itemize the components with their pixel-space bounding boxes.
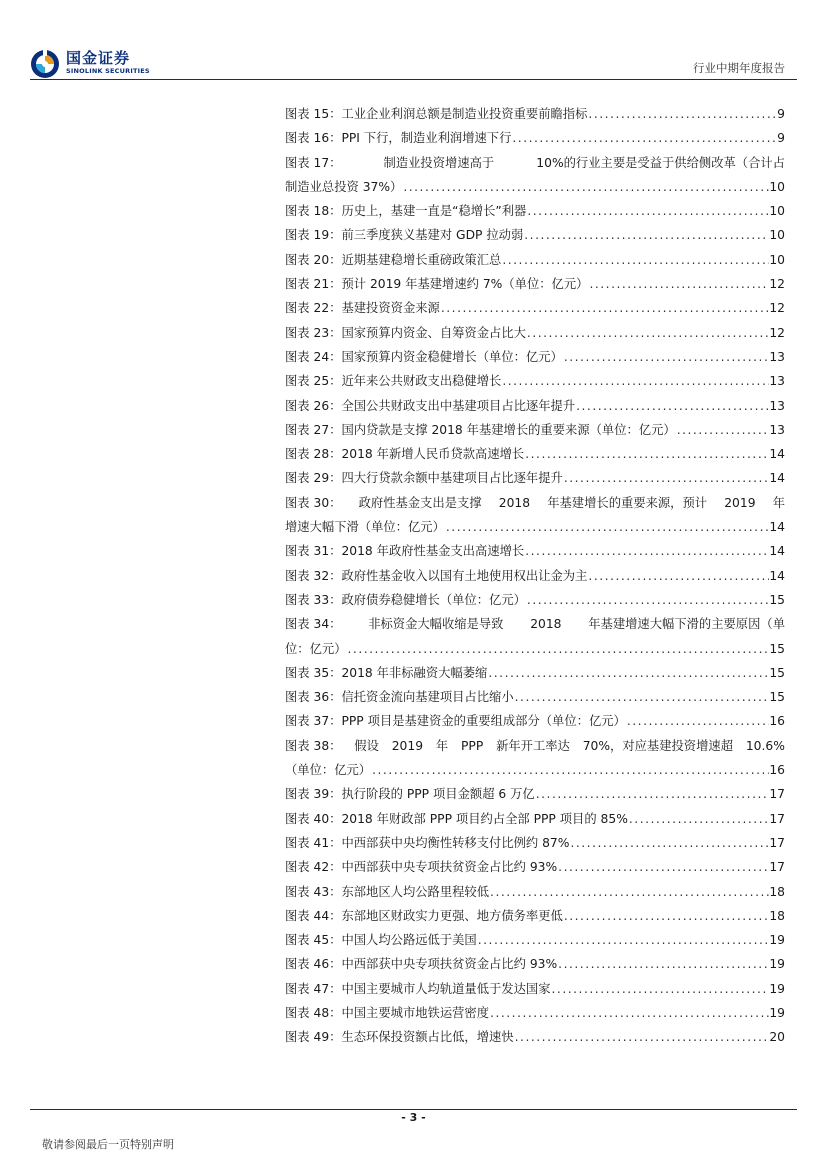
toc-entry-title-part: 2019 [724,495,756,510]
toc-entry-label: 图表 26： [285,398,342,413]
toc-entry-title-part: 非标资金大幅收缩是导致 [368,617,504,632]
toc-entry-title: 中西部获中央专项扶贫资金占比约 93% [341,860,558,875]
toc-entry[interactable] [285,126,785,150]
dot-leader [563,345,770,369]
dot-leader [526,199,769,223]
toc-entry-page: 15 [769,641,785,656]
toc-entry-title-part: 2018 [498,495,531,510]
dot-leader [501,248,769,272]
toc-entry-title: 全国公共财政支出中基建项目占比逐年提升 [341,398,576,413]
dot-leader [626,709,770,733]
toc-entry-page: 10 [769,228,785,243]
dot-leader [445,515,769,539]
toc-entry-title: 国家预算内资金稳健增长（单位：亿元） [341,349,563,364]
toc-entry[interactable] [285,491,785,540]
toc-entry-title-cont: （单位：亿元） [285,763,372,778]
toc-entry-title-cont: 位：亿元） [285,641,347,656]
dot-leader [501,369,769,393]
toc-entry-page: 17 [769,860,785,875]
report-type-label: 行业中期年度报告 [693,61,785,75]
footer-divider [30,1109,797,1110]
toc-entry-title: 政府性基金收入以国有土地使用权出让金为主 [341,568,588,583]
toc-entry-title: 前三季度狭义基建对 GDP 拉动弱 [341,228,524,243]
toc-entry-label: 图表 40： [285,811,342,826]
toc-entry-title: 中国主要城市地铁运营密度 [341,1005,490,1020]
dot-leader [526,588,769,612]
figure-table-of-contents [285,102,785,1050]
toc-entry-page: 13 [769,349,785,364]
toc-entry-title-cont: 制造业总投资 37%） [285,179,403,194]
dot-leader [551,977,770,1001]
dot-leader [587,102,777,126]
toc-entry-page: 13 [769,398,785,413]
toc-entry-title: 信托资金流向基建项目占比缩小 [341,690,514,705]
toc-entry-label: 图表 47： [285,981,342,996]
toc-entry-title-part: 制造业投资增速高于 [383,155,495,170]
dot-leader [402,175,769,199]
dot-leader [514,685,770,709]
toc-entry-title-part: 2019 [391,738,424,753]
toc-entry-title-cont: 增速大幅下滑（单位：亿元） [285,520,445,535]
toc-entry-title: 中西部获中央专项扶贫资金占比约 93% [341,957,558,972]
toc-entry-label: 图表 29： [285,471,342,486]
toc-entry-title-part: 新年开工率达 [496,738,570,753]
toc-entry-page: 15 [769,665,785,680]
toc-entry-page: 19 [769,1005,785,1020]
toc-entry[interactable] [285,709,785,733]
dot-leader [575,394,769,418]
toc-entry-page: 18 [769,908,785,923]
toc-entry-page: 13 [769,422,785,437]
toc-entry-label: 图表 19： [285,228,342,243]
toc-entry[interactable] [285,272,785,296]
toc-entry-title: 生态环保投资额占比低，增速快 [341,1030,514,1045]
logo-en-text: SINOLINK SECURITIES [66,67,150,75]
toc-entry-title: 政府债券稳健增长（单位：亿元） [341,592,526,607]
toc-entry-title: PPP 项目是基建资金的重要组成部分（单位：亿元） [341,714,626,729]
dot-leader [526,321,769,345]
toc-entry-label: 图表 30： [285,495,342,510]
toc-entry[interactable] [285,807,785,831]
toc-entry-title: 工业企业利润总额是制造业投资重要前瞻指标 [341,107,588,121]
toc-entry-title-part: 10%的行业主要是受益于供给侧改革（合计占 [536,155,785,170]
dot-leader [588,272,769,296]
toc-entry-label: 图表 41： [285,835,342,850]
toc-entry-label: 图表 36： [285,690,342,705]
toc-entry-label: 图表 18： [285,204,342,219]
dot-leader [676,418,770,442]
toc-entry-title: 国家预算内资金、自筹资金占比大 [341,325,526,340]
toc-entry[interactable] [285,442,785,466]
toc-entry-page: 17 [769,835,785,850]
toc-entry-title: PPI 下行，制造业利润增速下行 [341,131,512,146]
toc-entry-title-part: 10.6% [745,738,785,753]
toc-entry-label: 图表 45： [285,933,342,948]
toc-entry-line1 [285,491,785,515]
toc-entry-page: 12 [769,325,785,340]
toc-entry-title: 近年来公共财政支出稳健增长 [341,374,502,389]
toc-entry[interactable] [285,855,785,879]
header-divider [30,79,797,80]
toc-entry-label: 图表 21： [285,277,342,292]
toc-entry-title: 历史上，基建一直是“稳增长”利器 [341,204,527,219]
toc-entry-title: 中西部获中央均衡性转移支付比例约 87% [341,835,570,850]
toc-entry[interactable] [285,685,785,709]
toc-entry-title: 中国人均公路远低于美国 [341,933,477,948]
toc-entry-title-part: 年基建增速大幅下滑的主要原因（单 [588,617,785,632]
toc-entry-title: 中国主要城市人均轨道量低于发达国家 [341,981,551,996]
toc-entry-label: 图表 31： [285,544,342,559]
toc-entry[interactable] [285,466,785,490]
dot-leader [524,442,769,466]
toc-entry-page: 14 [769,544,785,559]
toc-entry-label: 图表 16： [285,131,342,146]
toc-entry-label: 图表 43： [285,884,342,899]
dot-leader [569,831,769,855]
toc-entry-title: 基建投资资金来源 [341,301,440,316]
toc-entry-title-part: 2018 [530,617,562,632]
page-header [0,0,827,80]
toc-entry-title-part: 假设 [354,738,379,753]
toc-entry-title: 东部地区财政实力更强、地方债务率更低 [341,908,563,923]
toc-entry[interactable] [285,102,785,126]
toc-entry-page: 19 [769,933,785,948]
dot-leader [347,637,770,661]
toc-entry-title-part: PPP [460,738,484,753]
toc-entry[interactable] [285,880,785,904]
toc-entry-title: 东部地区人均公路里程较低 [341,884,490,899]
dot-leader [557,855,769,879]
toc-entry[interactable] [285,734,785,783]
disclaimer-text: 敬请参阅最后一页特别声明 [42,1138,174,1151]
toc-entry[interactable] [285,782,785,806]
toc-entry-label: 图表 25： [285,374,342,389]
toc-entry-label: 图表 39： [285,787,342,802]
toc-entry-page: 19 [769,957,785,972]
toc-entry-page: 17 [769,811,785,826]
toc-entry[interactable] [285,296,785,320]
toc-entry-label: 图表 32： [285,568,342,583]
toc-entry-page: 16 [769,714,785,729]
toc-entry-title: 四大行贷款余额中基建项目占比逐年提升 [341,471,563,486]
toc-entry[interactable] [285,151,785,200]
sinolink-logo-icon [30,49,60,79]
company-logo [30,44,170,80]
toc-entry-title: 2018 年政府性基金支出高速增长 [341,544,525,559]
toc-entry[interactable] [285,321,785,345]
toc-entry[interactable] [285,612,785,661]
toc-entry-page: 20 [769,1030,785,1045]
dot-leader [371,758,769,782]
toc-entry-label: 图表 28： [285,447,342,462]
toc-entry-title-part: 70%，对应基建投资增速超 [582,738,733,753]
dot-leader [487,661,769,685]
toc-entry-label: 图表 35： [285,665,342,680]
toc-entry-page: 14 [769,471,785,486]
toc-entry-title-part: 年基建增长的重要来源，预计 [547,495,708,510]
dot-leader [587,564,769,588]
toc-entry-page: 15 [769,592,785,607]
toc-entry-page: 10 [769,204,785,219]
toc-entry-page: 15 [769,690,785,705]
toc-entry-label: 图表 22： [285,301,342,316]
toc-entry-page: 18 [769,884,785,899]
toc-entry-page: 14 [769,447,785,462]
toc-entry-line1 [285,151,785,175]
toc-entry-label: 图表 48： [285,1005,342,1020]
dot-leader [628,807,769,831]
toc-entry[interactable] [285,369,785,393]
toc-entry[interactable] [285,831,785,855]
toc-entry[interactable] [285,1025,785,1049]
toc-entry-title: 预计 2019 年基建增速约 7%（单位：亿元） [341,277,589,292]
toc-entry-page: 14 [769,520,785,535]
toc-entry-page: 9 [777,131,785,146]
toc-entry-title: 2018 年财政部 PPP 项目约占全部 PPP 项目的 85% [341,811,628,826]
dot-leader [557,952,769,976]
dot-leader [514,1025,770,1049]
toc-entry[interactable] [285,928,785,952]
logo-cn-text: 国金证券 [66,49,131,67]
toc-entry-label: 图表 27： [285,422,342,437]
toc-entry-label: 图表 46： [285,957,342,972]
toc-entry[interactable] [285,199,785,223]
toc-entry[interactable] [285,977,785,1001]
toc-entry-label: 图表 34： [285,617,342,632]
toc-entry-label: 图表 44： [285,908,342,923]
toc-entry-label: 图表 33： [285,592,342,607]
toc-entry-title-part: 年 [435,738,449,753]
toc-entry-label: 图表 42： [285,860,342,875]
toc-entry[interactable] [285,661,785,685]
toc-entry-label: 图表 24： [285,349,342,364]
toc-entry-label: 图表 23： [285,325,342,340]
page-number: - 3 - [401,1111,426,1124]
toc-entry[interactable] [285,345,785,369]
toc-entry-page: 16 [769,763,785,778]
toc-entry-label: 图表 49： [285,1030,342,1045]
toc-entry-title: 国内贷款是支撑 2018 年基建增长的重要来源（单位：亿元） [341,422,676,437]
toc-entry-label: 图表 17： [285,155,342,170]
toc-entry-title: 2018 年非标融资大幅萎缩 [341,665,488,680]
toc-entry-page: 14 [769,568,785,583]
dot-leader [489,1001,769,1025]
toc-entry-label: 图表 20： [285,252,342,267]
toc-entry[interactable] [285,904,785,928]
dot-leader [563,904,770,928]
toc-entry-label: 图表 37： [285,714,342,729]
toc-entry[interactable] [285,394,785,418]
dot-leader [524,539,769,563]
dot-leader [489,880,769,904]
toc-entry-page: 13 [769,374,785,389]
dot-leader [523,223,769,247]
toc-entry-page: 17 [769,787,785,802]
toc-entry-title-part: 政府性基金支出是支撑 [358,495,482,510]
toc-entry-page: 19 [769,981,785,996]
dot-leader [535,782,770,806]
toc-entry-line1 [285,612,785,636]
toc-entry-page: 10 [769,179,785,194]
toc-entry[interactable] [285,952,785,976]
toc-entry-page: 10 [769,252,785,267]
toc-entry-page: 12 [769,301,785,316]
toc-entry-title: 执行阶段的 PPP 项目金额超 6 万亿 [341,787,535,802]
toc-entry[interactable] [285,223,785,247]
toc-entry-line1 [285,734,785,758]
toc-entry-page: 9 [777,107,785,121]
toc-entry-label: 图表 38： [285,738,342,753]
toc-entry[interactable] [285,564,785,588]
toc-entry[interactable] [285,588,785,612]
dot-leader [477,928,770,952]
dot-leader [440,296,770,320]
toc-entry[interactable] [285,1001,785,1025]
dot-leader [563,466,770,490]
toc-entry-page: 12 [769,277,785,292]
toc-entry[interactable] [285,539,785,563]
dot-leader [511,126,777,150]
toc-entry-title: 近期基建稳增长重磅政策汇总 [341,252,502,267]
toc-entry-label: 图表 15： [285,107,342,121]
toc-entry[interactable] [285,248,785,272]
toc-entry-title: 2018 年新增人民币贷款高速增长 [341,447,525,462]
toc-entry-title-part: 年 [772,495,785,510]
toc-entry[interactable] [285,418,785,442]
